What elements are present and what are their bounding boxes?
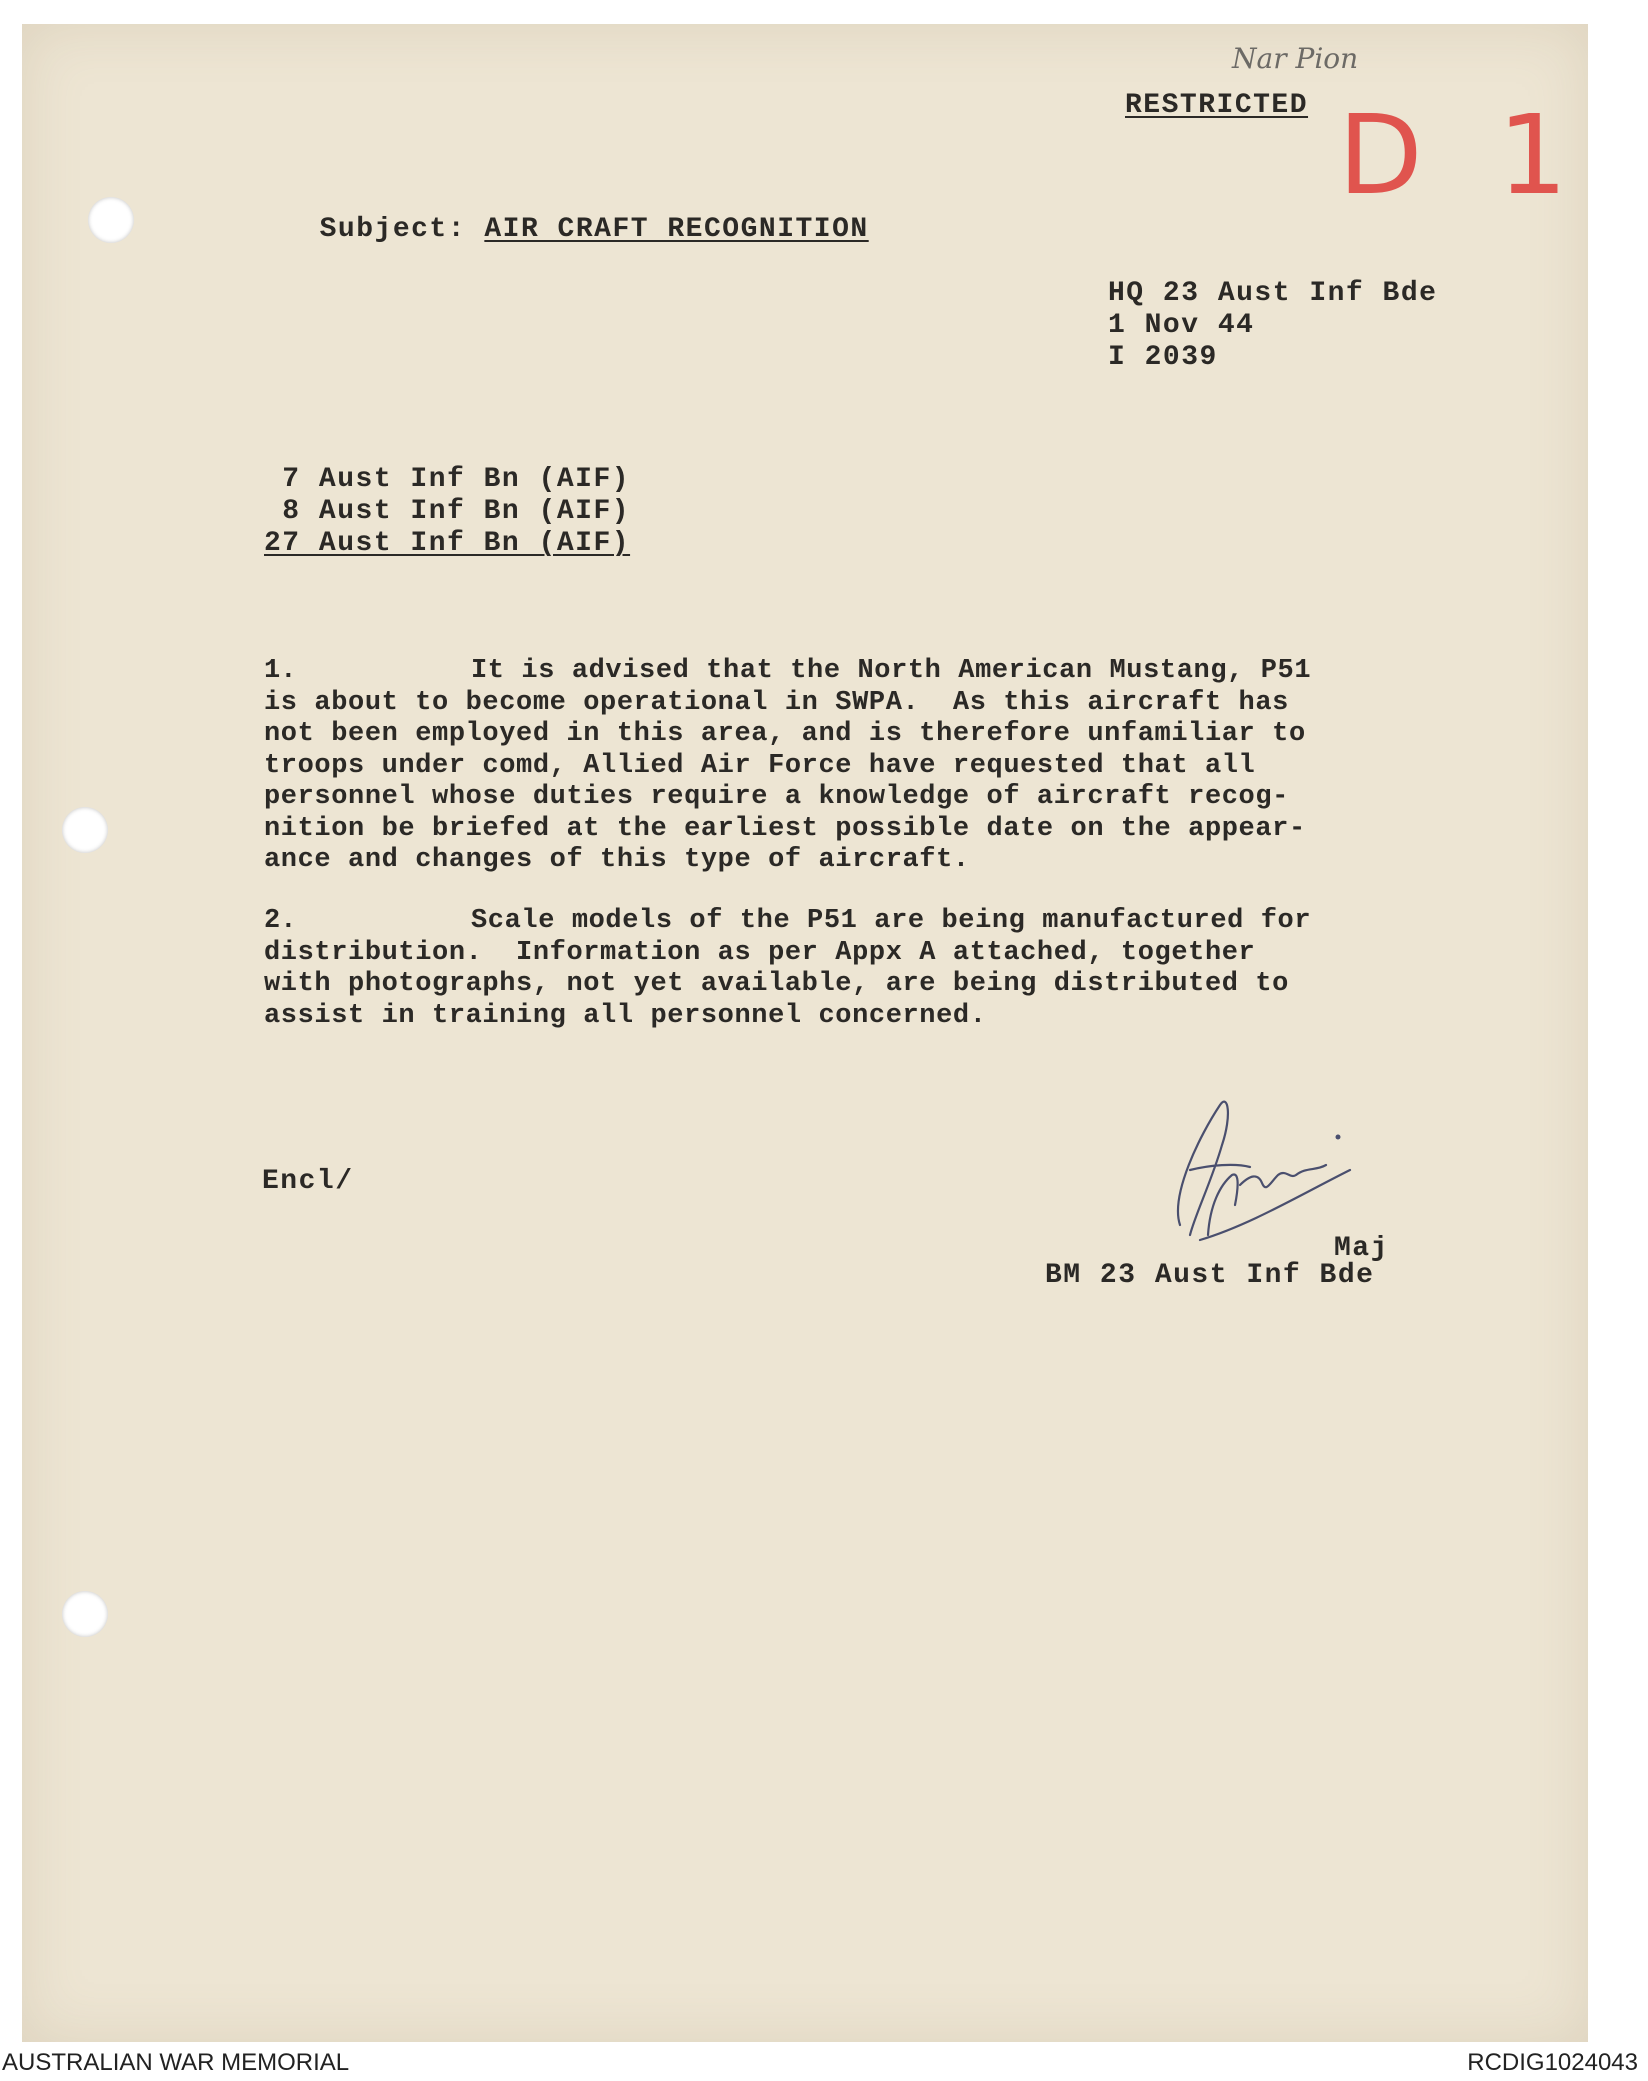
document-page <box>22 24 1588 2042</box>
recipient-1: 7 Aust Inf Bn (AIF) <box>264 464 631 495</box>
enclosure-note: Encl/ <box>262 1166 354 1197</box>
footer-record-id: RCDIG1024043 <box>1467 2049 1638 2076</box>
paragraph-1-line-4: troops under comd, Allied Air Force have requested that all <box>264 750 1256 781</box>
paragraph-1 <box>264 656 1311 877</box>
sender-date: 1 Nov 44 <box>1108 310 1255 341</box>
paragraph-1-line-6: nition be briefed at the earliest possible date on the appear- <box>264 813 1306 844</box>
punch-hole-top <box>88 197 134 243</box>
paragraph-1-line-3: not been employed in this area, and is therefore unfamiliar to <box>264 719 1306 749</box>
recipient-3: 27 Aust Inf Bn (AIF) <box>264 528 631 559</box>
signatory-rank: Maj <box>1334 1233 1389 1264</box>
sender-unit: HQ 23 Aust Inf Bde <box>1108 278 1438 309</box>
signature-mark <box>1140 1075 1380 1255</box>
paragraph-2 <box>264 906 1311 1032</box>
classification-label: RESTRICTED <box>1125 90 1309 121</box>
paragraph-2-line-4: assist in training all personnel concerned. <box>264 1000 987 1031</box>
subject-label: Subject: <box>319 214 467 245</box>
recipient-2: 8 Aust Inf Bn (AIF) <box>264 496 631 527</box>
red-file-mark: D 1 <box>1338 91 1588 219</box>
subject-line <box>283 182 869 246</box>
paragraph-2-line-1: Scale models of the P51 are being manufactured for <box>471 906 1312 936</box>
paragraph-1-number: 1. <box>264 656 297 686</box>
signatory-title: BM 23 Aust Inf Bde <box>1045 1260 1375 1291</box>
punch-hole-middle <box>62 807 108 853</box>
handwritten-note: Nar Pion <box>1232 42 1359 75</box>
footer-archive-name: AUSTRALIAN WAR MEMORIAL <box>2 2049 350 2076</box>
paragraph-1-line-7: ance and changes of this type of aircraft. <box>264 845 970 875</box>
paragraph-2-number: 2. <box>264 906 297 936</box>
paragraph-1-line-2: is about to become operational in SWPA. As this aircraft has <box>264 687 1289 718</box>
paragraph-1-line-1: It is advised that the North American Mustang, P51 <box>471 656 1312 686</box>
paragraph-1-line-5: personnel whose duties require a knowledge of aircraft recog- <box>264 782 1289 812</box>
paragraph-2-line-2: distribution. Information as per Appx A attached, together <box>264 937 1256 968</box>
paragraph-2-line-3: with photographs, not yet available, are being distributed to <box>264 969 1289 999</box>
subject-title: AIR CRAFT RECOGNITION <box>484 214 869 245</box>
sender-reference: I 2039 <box>1108 342 1218 373</box>
punch-hole-bottom <box>62 1591 108 1637</box>
